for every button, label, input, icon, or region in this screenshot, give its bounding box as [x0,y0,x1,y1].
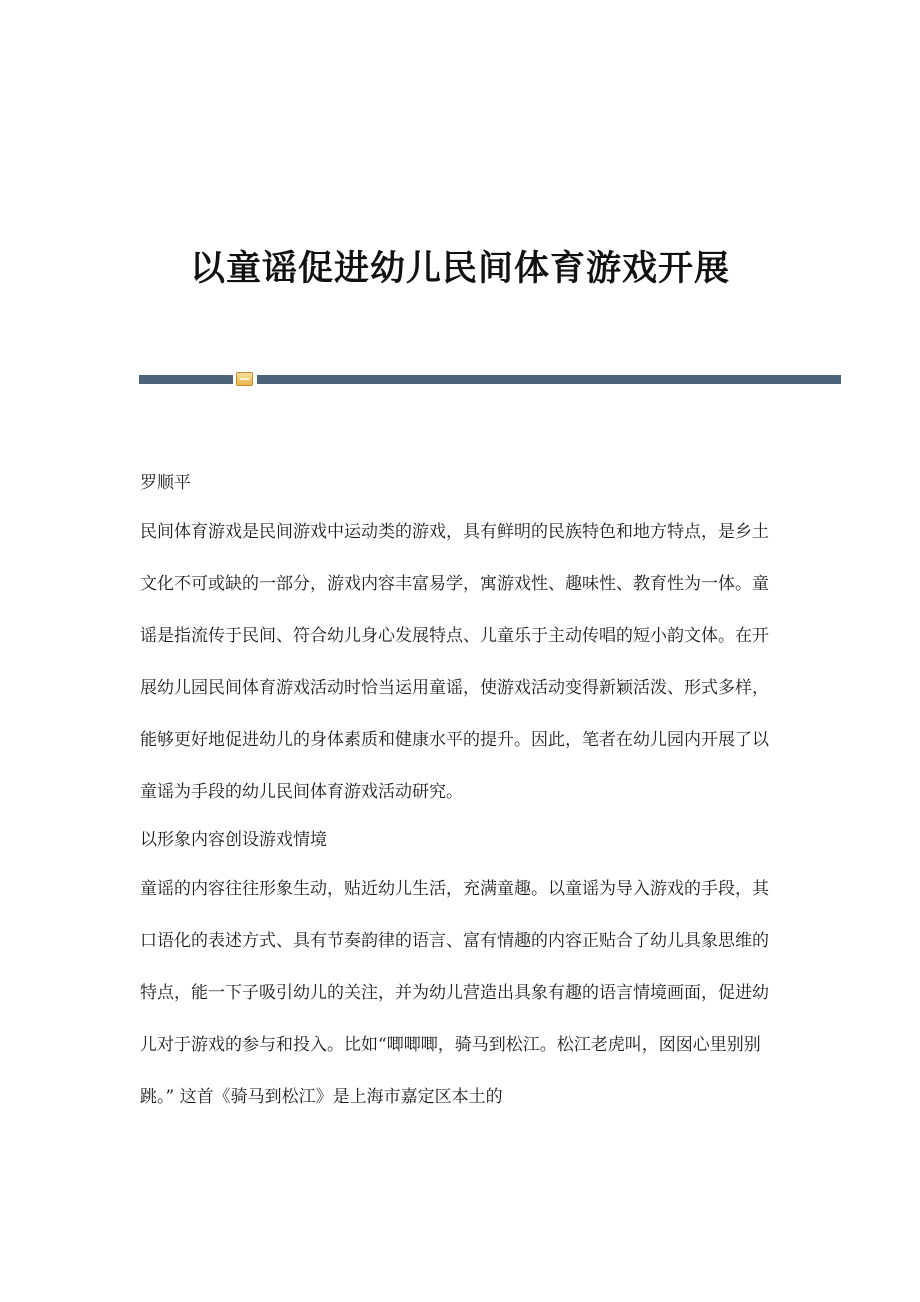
divider-ornament-icon [236,372,253,386]
divider-right-segment [257,375,841,384]
document-title: 以童谣促进幼儿民间体育游戏开展 [189,249,730,290]
author-name: 罗顺平 [140,473,191,493]
document-body [140,470,790,1123]
paragraph-intro: 民间体育游戏是民间游戏中运动类的游戏，具有鲜明的民族特色和地方特点，是乡土文化不可或缺的一部分，游戏内容丰富易学，寓游戏性、趣味性、教育性为一体。童谣是指流传于民间、符合幼儿身心发展特点、儿童乐于主动传唱的短小韵文体。在开展幼儿园民间体育游戏活动时恰当运用童谣，使游戏活动变得新颖活泼、形式多样，能够更好地促进幼儿的身体素质和健康水平的提升。因此，笔者在幼儿园内开展了以童谣为手段的幼儿民间体育游戏活动研究。 [140,522,769,802]
title-divider [139,375,841,384]
paragraph-section-1: 童谣的内容往往形象生动，贴近幼儿生活，充满童趣。以童谣为导入游戏的手段，其口语化的表述方式、具有节奏韵律的语言、富有情趣的内容正贴合了幼儿具象思维的特点，能一下子吸引幼儿的关注，并为幼儿营造出具象有趣的语言情境画面，促进幼儿对于游戏的参与和投入。比如“唧唧唧，骑马到松江。松江老虎叫，囡囡心里别别跳。” 这首《骑马到松江》是上海市嘉定区本土的 [140,879,769,1107]
section-heading: 以形象内容创设游戏情境 [140,830,327,850]
divider-left-segment [139,375,233,384]
